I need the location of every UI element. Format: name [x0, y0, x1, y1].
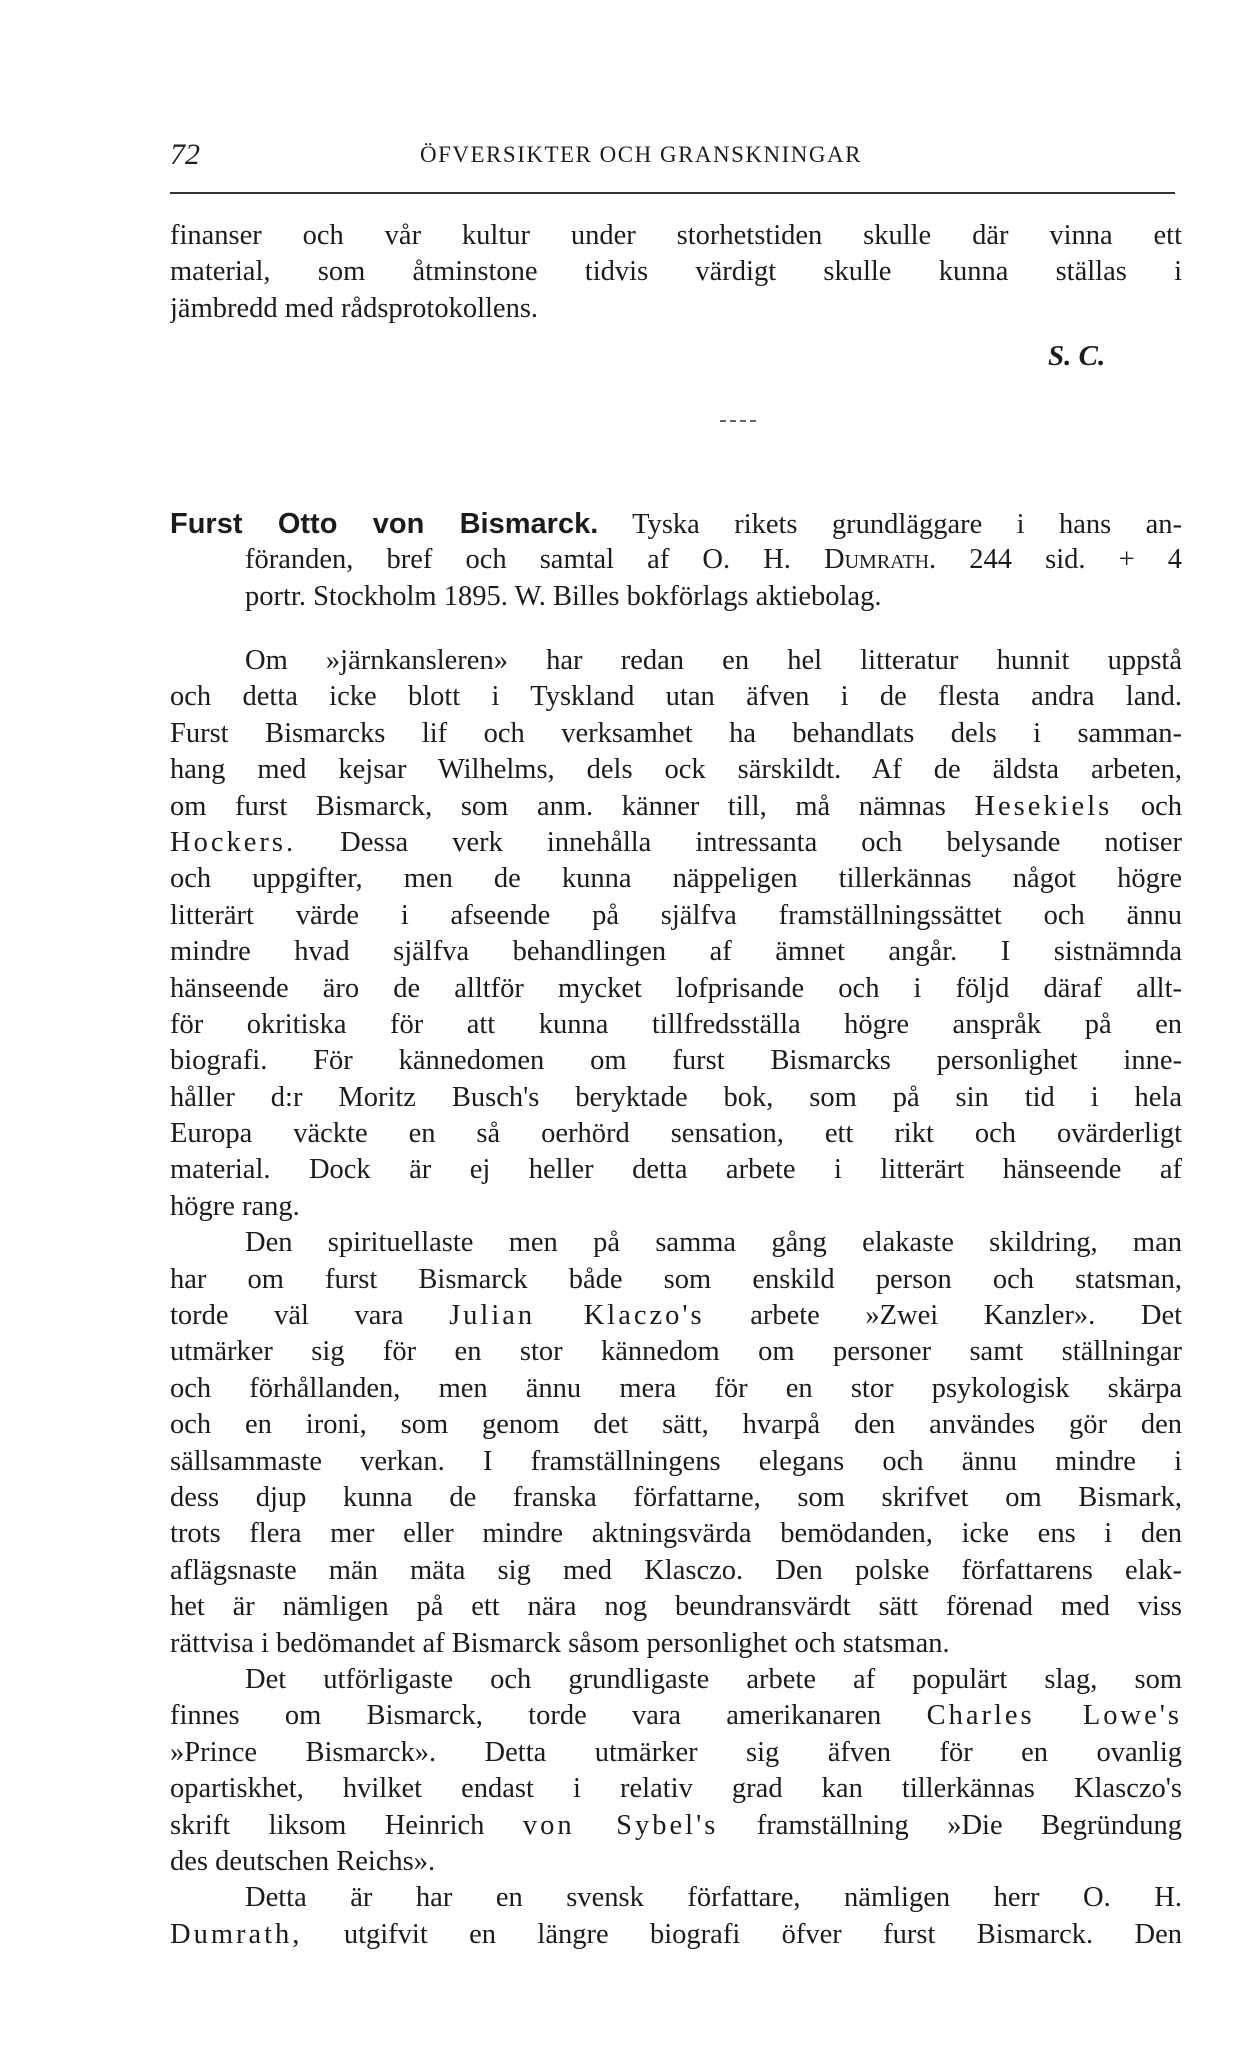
text-fragment: Dessa verk innehålla intressanta och belysande notiser: [340, 826, 1182, 858]
intro-paragraph: [170, 218, 1182, 327]
text-line: opartiskhet, hvilket endast i relativ grad kan tillerkännas Klasczo's: [170, 1773, 1182, 1805]
text-line: litterärt värde i afseende på själfva framställningssättet och ännu: [170, 899, 1182, 931]
page-header: [170, 138, 1180, 178]
text-line: material. Dock är ej heller detta arbete i litterärt hänseende af: [170, 1154, 1182, 1186]
text-line: och detta icke blott i Tyskland utan äfven i de flesta andra land.: [170, 681, 1182, 713]
text-line: trots flera mer eller mindre aktningsvärda bemödanden, icke ens i den: [170, 1518, 1182, 1550]
text-line: högre rang.: [170, 1190, 300, 1222]
text-fragment: torde väl vara: [170, 1300, 404, 1332]
text-fragment: finnes om Bismarck, torde vara amerikanaren: [170, 1700, 882, 1732]
author-name: von Sybel's: [522, 1809, 719, 1841]
text-line: jämbredd med rådsprotokollens.: [170, 292, 539, 324]
text-line: Detta är har en svensk författare, nämligen herr O. H.: [245, 1882, 1182, 1914]
header-rule: [170, 192, 1175, 194]
author-name: Hesekiels: [974, 790, 1113, 822]
text-line: och en ironi, som genom det sätt, hvarpå den användes gör den: [170, 1409, 1182, 1441]
page-number: 72: [170, 138, 200, 171]
text-fragment: 244 sid. + 4: [969, 544, 1182, 576]
text-line: hänseende äro de alltför mycket lofprisande och i följd däraf allt-: [170, 972, 1182, 1004]
text-line: Den spirituellaste men på samma gång elakaste skildring, man: [245, 1227, 1182, 1259]
text-line: Furst Bismarcks lif och verksamhet ha behandlats dels i samman-: [170, 717, 1182, 749]
text-fragment: framställning »Die Begründung: [756, 1809, 1182, 1841]
text-line: material, som åtminstone tidvis värdigt skulle kunna ställas i: [170, 256, 1182, 288]
text-fragment: utgifvit en längre biografi öfver furst Bismarck. Den: [343, 1918, 1182, 1950]
signature: S. C.: [1048, 340, 1106, 372]
text-line: har om furst Bismarck både som enskild person och statsman,: [170, 1263, 1182, 1295]
text-fragment: om furst Bismarck, som anm. känner till, må nämnas: [170, 790, 946, 822]
text-line: sällsammaste verkan. I framställningens elegans och ännu mindre i: [170, 1445, 1182, 1477]
author-name: Hockers.: [170, 826, 297, 858]
text-fragment: skrift liksom Heinrich: [170, 1809, 485, 1841]
text-line: håller d:r Moritz Busch's beryktade bok, som på sin tid i hela: [170, 1081, 1182, 1113]
author-name: Dumrath,: [170, 1918, 303, 1950]
text-line: hang med kejsar Wilhelms, dels ock särskildt. Af de äldsta arbeten,: [170, 754, 1182, 786]
text-line: »Prince Bismarck». Detta utmärker sig äfven för en ovanlig: [170, 1736, 1182, 1768]
text-line: portr. Stockholm 1895. W. Billes bokförlags aktiebolag.: [245, 580, 882, 612]
text-line: Det utförligaste och grundligaste arbete af populärt slag, som: [245, 1663, 1182, 1695]
book-title: Furst Otto von Bismarck.: [170, 508, 599, 540]
text-line: biografi. För kännedomen om furst Bismarcks personlighet inne-: [170, 1045, 1182, 1077]
author-name: Dumrath.: [824, 544, 937, 576]
text-line: Om »järnkansleren» har redan en hel litteratur hunnit uppstå: [245, 645, 1182, 676]
text-line: aflägsnaste män mäta sig med Klasczo. Den polske författarens elak-: [170, 1554, 1182, 1586]
text-line: Tyska rikets grundläggare i hans an-: [632, 509, 1182, 540]
review-body: [170, 643, 1182, 1953]
text-line: het är nämligen på ett nära nog beundransvärdt sätt förenad med viss: [170, 1591, 1182, 1623]
text-line: och förhållanden, men ännu mera för en stor psykologisk skärpa: [170, 1372, 1182, 1404]
text-fragment: och: [1140, 790, 1182, 822]
text-line: dess djup kunna de franska författarne, som skrifvet om Bismark,: [170, 1481, 1182, 1513]
bibliographic-entry: [170, 506, 1182, 615]
text-line: för okritiska för att kunna tillfredsställa högre anspråk på en: [170, 1008, 1182, 1040]
text-line: rättvisa i bedömandet af Bismarck såsom personlighet och statsman.: [170, 1627, 950, 1659]
text-fragment: arbete »Zwei Kanzler». Det: [750, 1300, 1182, 1332]
author-name: Charles Lowe's: [926, 1700, 1182, 1732]
text-line: des deutschen Reichs».: [170, 1845, 436, 1877]
text-line: utmärker sig för en stor kännedom om personer samt ställningar: [170, 1336, 1182, 1368]
running-title: ÖFVERSIKTER OCH GRANSKNINGAR: [420, 142, 862, 167]
text-fragment: föranden, bref och samtal af O. H.: [245, 544, 791, 576]
text-line: finanser och vår kultur under storhetstiden skulle där vinna ett: [170, 220, 1182, 251]
text-line: mindre hvad själfva behandlingen af ämnet angår. I sistnämnda: [170, 936, 1182, 968]
text-line: och uppgifter, men de kunna näppeligen tillerkännas något högre: [170, 863, 1182, 895]
text-line: Europa väckte en så oerhörd sensation, ett rikt och ovärderligt: [170, 1118, 1182, 1150]
section-separator: [720, 420, 756, 422]
author-name: Julian Klaczo's: [449, 1300, 705, 1332]
